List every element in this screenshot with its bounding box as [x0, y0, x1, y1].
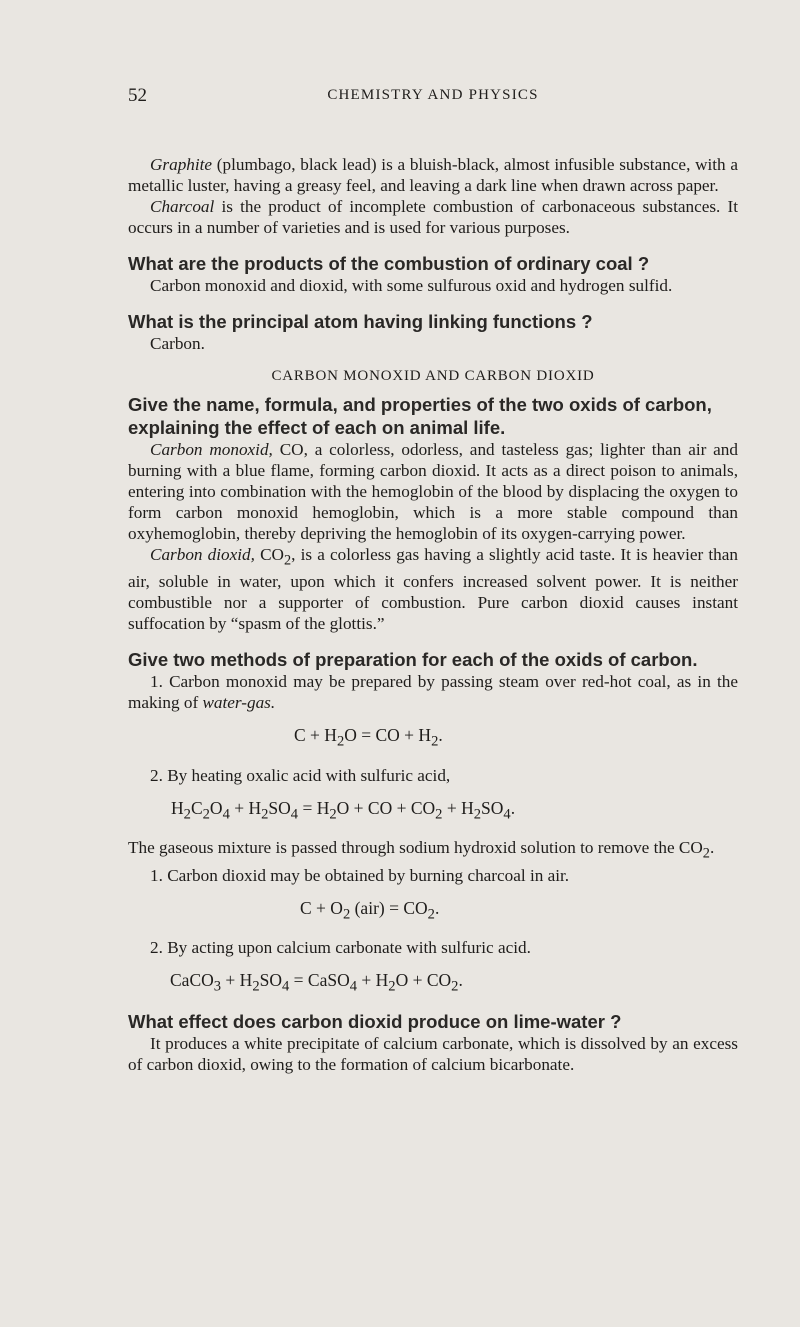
- charcoal-term: Charcoal: [150, 197, 215, 216]
- monoxid-text: CO, a colorless, odorless, and tasteless gas; lighter than air and burning with a blue flame, forming carbon dioxid. It acts as a direct poison to animals, entering into combination with the hemoglobin of the blood by displacing the oxygen to form carbon monoxid hemoglobin, which is a more stable compound than oxyhemoglobin, thereby depriving the hemoglobin of its oxygen-carrying power.: [128, 440, 738, 543]
- graphite-term: Graphite: [150, 155, 213, 174]
- page-body: [128, 110, 738, 1075]
- answer-coal-combustion: Carbon monoxid and dioxid, with some sulfurous oxid and hydrogen sulfid.: [150, 276, 673, 295]
- equation-charcoal-burning: $C + O_2$ $(air) = CO_2$.: [300, 897, 440, 923]
- monoxid-method-1: 1. Carbon monoxid may be prepared by passing steam over red-hot coal, as in the making of water-gas.: [128, 672, 738, 713]
- graphite-text: (plumbago, black lead) is a bluish-black, almost infusible substance, with a metallic luster, having a greasy feel, and leaving a dark line when drawn across paper.: [128, 155, 738, 195]
- charcoal-paragraph: [128, 196, 738, 238]
- dioxid-text: , is a colorless gas having a slightly acid taste. It is heavier than air, soluble in water, upon which it confers increased solvent power. It is neither combustible nor a supporter of combustion. Pure carbon dioxid causes instant suffocation by “spasm of the glottis.”: [128, 545, 738, 634]
- dioxid-method-1: 1. Carbon dioxid may be obtained by burning charcoal in air.: [150, 865, 570, 885]
- dioxid-term: Carbon dioxid,: [150, 545, 255, 564]
- question-lime-water: What effect does carbon dioxid produce on lime-water ?: [128, 1010, 622, 1032]
- monoxid-method-2: 2. By heating oxalic acid with sulfuric acid,: [150, 765, 451, 785]
- answer-linking-atom: Carbon.: [150, 334, 205, 353]
- question-two-oxids: Give the name, formula, and properties of the two oxids of carbon, explaining the effect of each on animal life.: [128, 394, 712, 438]
- page-header: [128, 85, 738, 111]
- water-gas-term: water-gas.: [202, 693, 276, 713]
- question-linking-atom: What is the principal atom having linking functions ?: [128, 311, 593, 332]
- monoxid-term: Carbon monoxid,: [150, 440, 273, 459]
- equation-calcium-carbonate: CaCO$_3$ + $H_2SO_4$ = CaSO$_4$ + $H_2O + CO_2$.: [170, 970, 463, 995]
- running-head: CHEMISTRY AND PHYSICS: [327, 87, 539, 103]
- dioxid-method-2: 2. By acting upon calcium carbonate with sulfuric acid.: [150, 938, 531, 958]
- monoxid-paragraph: [128, 439, 738, 544]
- gaseous-mixture-paragraph: The gaseous mixture is passed through sodium hydroxid solution to remove the $CO_2$.: [128, 838, 715, 862]
- question-preparation: Give two methods of preparation for each of the oxids of carbon.: [128, 649, 698, 671]
- charcoal-text: is the product of incomplete combustion of carbonaceous substances. It occurs in a number of varieties and is used for various purposes.: [128, 197, 738, 237]
- section-heading: CARBON MONOXID AND CARBON DIOXID: [271, 368, 595, 384]
- dioxid-paragraph: Carbon dioxid, $CO_2$, is a colorless gas having a slightly acid taste. It is heavier than air, soluble in water, upon which it confers increased solvent power. It is neither combustible nor a supporter of combustion. Pure carbon dioxid causes instant suffocation by “spasm of the glottis.”: [128, 545, 738, 634]
- equation-water-gas: $C + H_2O$ = CO + $H_2$.: [294, 725, 443, 750]
- page-number: 52: [128, 85, 147, 106]
- graphite-paragraph: [128, 154, 738, 196]
- equation-oxalic-acid: $H_2C_2O_4 + H_2SO_4 = H_2O$ + CO + $CO_2 + H_2SO_4$.: [171, 797, 516, 823]
- answer-lime-water: It produces a white precipitate of calcium carbonate, which is dissolved by an excess of carbon dioxid, owing to the formation of calcium bicarbonate.: [128, 1033, 738, 1074]
- question-coal-combustion: What are the products of the combustion of ordinary coal ?: [128, 253, 650, 274]
